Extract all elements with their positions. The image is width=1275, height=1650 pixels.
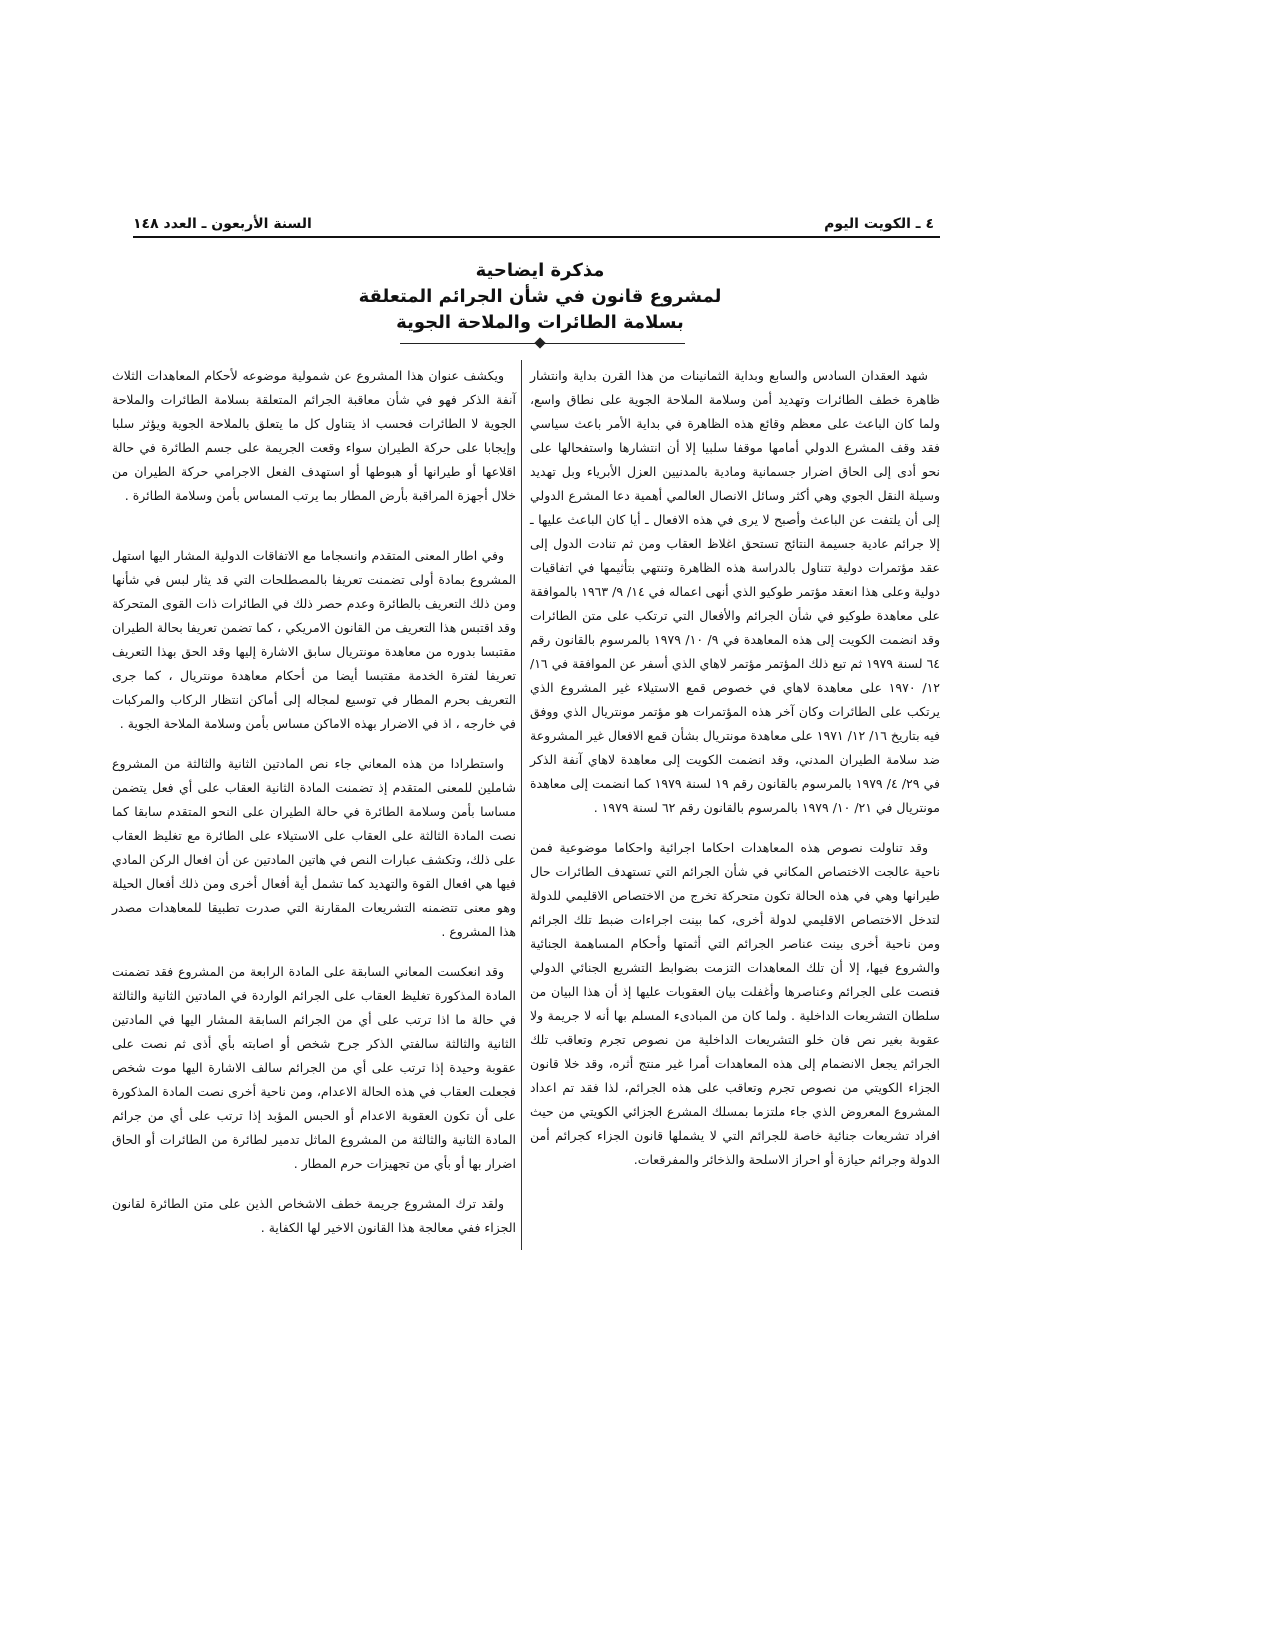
issue-number: السنة الأربعون ـ العدد ١٤٨ — [133, 216, 312, 232]
document-title — [290, 258, 790, 336]
title-line-1: مذكرة ايضاحية — [475, 260, 605, 281]
paragraph: شهد العقدان السادس والسابع وبداية الثمانينات من هذا القرن بداية وانتشار ظاهرة خطف الطائرات وتهديد أمن وسلامة الملاحة الجوية على نطاق واسع، ولما كان الباعث على معظم وقائع هذه الظاهرة في بداية الأمر باعث سياسي فقد وقف المشرع الدولي أمامها موقفا سلبيا إلا أن انتشارها واستفحالها على نحو أدى إلى الحاق اضرار جسمانية ومادية بالمدنيين العزل الأبرياء وبل تهديد وسيلة النقل الجوي وهي أكثر وسائل الانصال العالمي أهمية دعا المشرع الدولي إلى أن يلتفت عن الباعث وأصبح لا يرى في هذه الافعال ـ أيا كان الباعث عليها ـ إلا جرائم عادية جسيمة النتائج تستحق اغلاظ العقاب ومن ثم تنادت الدول إلى عقد مؤتمرات دولية تتناول بالدراسة هذه الظاهرة وتنتهي بتأثيمها في اتفاقيات دولية وعلى هذا انعقد مؤتمر طوكيو الذي أنهى اعماله في ١٤/ ٩/ ١٩٦٣ بالموافقة على معاهدة طوكيو في شأن الجرائم والأفعال التي ترتكب على متن الطائرات وقد انضمت الكويت إلى هذه المعاهدة في ٩/ ١٠/ ١٩٧٩ بالمرسوم بالقانون رقم ٦٤ لسنة ١٩٧٩ ثم تبع ذلك المؤتمر مؤتمر لاهاي الذي أسفر عن الموافقة في ١٦/ ١٢/ ١٩٧٠ على معاهدة لاهاي في خصوص قمع الاستيلاء غير المشروع الذي يرتكب على الطائرات وكان آخر هذه المؤتمرات هو مؤتمر مونتريال الذي ووفق فيه بتاريخ ١٦/ ١٢/ ١٩٧١ على معاهدة مونتريال بشأن قمع الافعال غير المشروعة ضد سلامة الطيران المدني، وقد انضمت الكويت إلى معاهدة لاهاي آنفة الذكر في ٢٩/ ٤/ ١٩٧٩ بالمرسوم بالقانون رقم ١٩ لسنة ١٩٧٩ كما انضمت إلى معاهدة مونتريال في ٢١/ ١٠/ ١٩٧٩ بالمرسوم بالقانون رقم ٦٢ لسنة ١٩٧٩ . — [530, 368, 941, 815]
paragraph: ولقد ترك المشروع جريمة خطف الاشخاص الذين على متن الطائرة لقانون الجزاء ففي معالجة هذا القانون الاخير لها الكفاية . — [112, 1196, 516, 1235]
ornament-diamond — [534, 337, 545, 348]
title-line-3: بسلامة الطائرات والملاحة الجوية — [396, 312, 684, 333]
paragraph: وقد تناولت نصوص هذه المعاهدات احكاما اجرائية واحكاما موضوعية فمن ناحية عالجت الاختصاص المكاني في شأن الجرائم التي تستهدف الطائرات حال طيرانها وهي في هذه الحالة تكون متحركة تخرج من الاختصاص الاقليمي للدولة لتدخل الاختصاص الاقليمي لدولة أخرى، كما بينت اجراءات ضبط تلك الجرائم ومن ناحية أخرى بينت عناصر الجرائم التي أثمتها وأحكام المساهمة الجنائية والشروع فيها، إلا أن تلك المعاهدات التزمت بضوابط التشريع الجنائي الدولي فنصت على الجرائم وعناصرها وأغفلت بيان العقوبات عليها إذ أن هذا البيان من سلطان التشريعات الداخلية . ولما كان من المبادىء المسلم بها أنه لا جريمة ولا عقوبة بغير نص فان خلو التشريعات الداخلية من نصوص تجرم وتعاقب تلك الجرائم يجعل الانضمام إلى هذه المعاهدات أمرا غير منتج أثره، وقد خلا قانون الجزاء الكويتي من نصوص تجرم وتعاقب على هذه الجرائم، لذا فقد تم اعداد المشروع المعروض الذي جاء ملتزما بمسلك المشرع الجزائي الكويتي من حيث افراد تشريعات جنائية خاصة للجرائم التي لا يشملها قانون الجزاء كجرائم أمن الدولة وجرائم حيازة أو احراز الاسلحة والذخائر والمفرقعات. — [530, 840, 940, 1167]
page-number-publication: ٤ ـ الكويت اليوم — [824, 216, 934, 232]
page-header — [133, 214, 940, 238]
title-ornament — [400, 340, 685, 348]
paragraph: وقد انعكست المعاني السابقة على المادة الرابعة من المشروع فقد تضمنت المادة المذكورة تغليظ العقاب على الجرائم الواردة في المادتين الثانية والثالثة في حالة ما اذا ترتب على أي من الجرائم السابقة المشار اليها في المادتين الثانية والثالثة سالفتي الذكر جرح شخص أو اصابته بأي أذى ثم نصت على عقوبة وحيدة إذا ترتب على أي من الجرائم سالف الاشارة اليها موت شخص فجعلت العقاب في هذه الحالة الاعدام، ومن ناحية أخرى نصت المادة المذكورة على أن تكون العقوبة الاعدام أو الحبس المؤبد إذا ترتب على أي من جرائم المادة الثانية والثالثة من المشروع الماثل تدمير لطائرة من الطائرات أو الحاق اضرار بها أو بأي من تجهيزات حرم المطار . — [112, 964, 516, 1171]
paragraph: واستطرادا من هذه المعاني جاء نص المادتين الثانية والثالثة من المشروع شاملين للمعنى المتقدم إذ تضمنت المادة الثانية العقاب على أي فعل يتضمن مساسا بأمن وسلامة الطائرة في حالة الطيران على النحو المتقدم سابقا كما نصت المادة الثالثة على العقاب على الاستيلاء على الطائرة مع تغليظ العقاب على ذلك، وتكشف عبارات النص في هاتين المادتين عن أن افعال الركن المادي فيها هي افعال القوة والتهديد كما تشمل أية أفعال أخرى ومن ذلك أفعال الحيلة وهو معنى تتضمنه التشريعات المقارنة التي صدرت تطبيقا للمعاهدات مصدر هذا المشروع . — [112, 756, 516, 939]
header-rule — [133, 236, 940, 238]
paragraph: وفي اطار المعنى المتقدم وانسجاما مع الاتفاقات الدولية المشار اليها استهل المشروع بمادة أولى تضمنت تعريفا بالمصطلحات التي قد يثار لبس في شأنها ومن ذلك التعريف بالطائرة وعدم حصر ذلك في الطائرات ذات القوى المتحركة وقد اقتبس هذا التعريف من القانون الامريكي ، كما تضمن تعريفا بحالة الطيران مقتبسا بدوره من معاهدة مونتريال سابق الاشارة إليها وقد الحق بهذا التعريف تعريفا لفترة الخدمة مقتبسا أيضا من أحكام معاهدة مونتريال ، كما جرى التعريف بحرم المطار في توسيع لمجاله إلى أماكن انتظار الركاب والمركبات في خارجه ، اذ في الاضرار بهذه الاماكن مساس بأمن وسلامة الملاحة الجوية . — [112, 548, 516, 731]
paragraph: ويكشف عنوان هذا المشروع عن شمولية موضوعه لأحكام المعاهدات الثلاث آنفة الذكر فهو في شأن معاقبة الجرائم المتعلقة بسلامة الطائرات والملاحة الجوية لا الطائرات فحسب اذ يتناول كل ما يتعلق بالملاحة الجوية ويؤثر سلبا وإيجابا على حركة الطيران سواء وقعت الجريمة على جسم الطائرة في حالة اقلاعها أو طيرانها أو هبوطها أو استهدف الفعل الاجرامي حركة الطيران من خلال أجهزة المراقبة بأرض المطار بما يرتب المساس بأمن وسلامة الطائرة . — [112, 368, 516, 503]
title-line-2: لمشروع قانون في شأن الجرائم المتعلقة — [358, 286, 722, 307]
left-column — [112, 364, 516, 1256]
column-divider — [521, 360, 522, 1250]
right-column — [530, 364, 940, 1188]
